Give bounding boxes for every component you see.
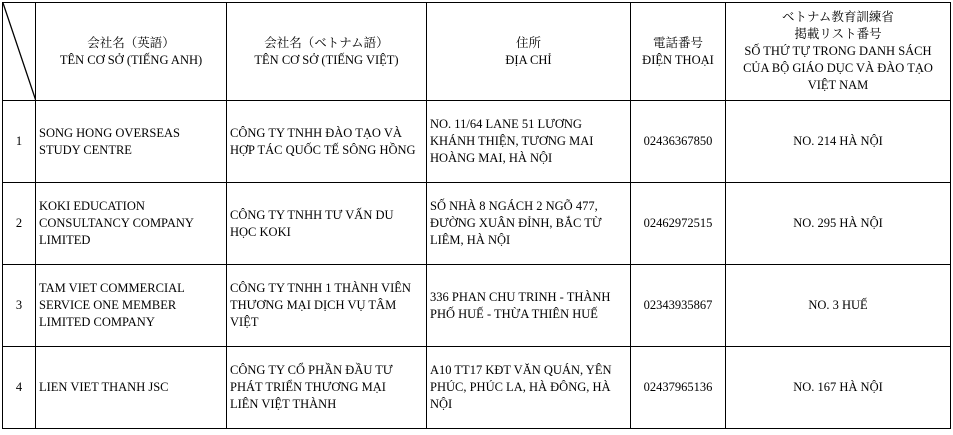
phone-cell: 02437965136 bbox=[631, 347, 726, 429]
school-list-table bbox=[2, 2, 951, 429]
phone-cell: 02343935867 bbox=[631, 265, 726, 347]
header-vietnamese-name: 会社名（ベトナム語） TÊN CƠ SỞ (TIẾNG VIỆT) bbox=[227, 3, 427, 101]
phone-cell: 02462972515 bbox=[631, 183, 726, 265]
row-number: 4 bbox=[3, 347, 36, 429]
table-row bbox=[3, 183, 951, 265]
corner-cell bbox=[3, 3, 36, 101]
row-number: 1 bbox=[3, 101, 36, 183]
table-row bbox=[3, 265, 951, 347]
list-number-cell: NO. 167 HÀ NỘI bbox=[726, 347, 951, 429]
list-number-cell: NO. 214 HÀ NỘI bbox=[726, 101, 951, 183]
row-number: 3 bbox=[3, 265, 36, 347]
row-number: 2 bbox=[3, 183, 36, 265]
vietnamese-name-cell: CÔNG TY CỔ PHẦN ĐẦU TƯ PHÁT TRIỂN THƯƠNG MẠI LIÊN VIỆT THÀNH bbox=[227, 347, 427, 429]
address-cell: NO. 11/64 LANE 51 LƯƠNG KHÁNH THIỆN, TƯƠNG MAI HOÀNG MAI, HÀ NỘI bbox=[427, 101, 631, 183]
address-cell: SỐ NHÀ 8 NGÁCH 2 NGÕ 477, ĐƯỜNG XUÂN ĐỈNH, BẮC TỪ LIÊM, HÀ NỘI bbox=[427, 183, 631, 265]
english-name-cell: SONG HONG OVERSEAS STUDY CENTRE bbox=[36, 101, 227, 183]
header-row bbox=[3, 3, 951, 101]
header-list-number: ベトナム教育訓練省 掲載リスト番号 SỐ THỨ TỰ TRONG DANH SÁCH CỦA BỘ GIÁO DỤC VÀ ĐÀO TẠO VIỆT NAM bbox=[726, 3, 951, 101]
list-number-cell: NO. 295 HÀ NỘI bbox=[726, 183, 951, 265]
header-address: 住所 ĐỊA CHỈ bbox=[427, 3, 631, 101]
table-row bbox=[3, 347, 951, 429]
vietnamese-name-cell: CÔNG TY TNHH ĐÀO TẠO VÀ HỢP TÁC QUỐC TẾ SÔNG HỒNG bbox=[227, 101, 427, 183]
header-phone: 電話番号 ĐIỆN THOẠI bbox=[631, 3, 726, 101]
vietnamese-name-cell: CÔNG TY TNHH 1 THÀNH VIÊN THƯƠNG MẠI DỊCH VỤ TÂM VIỆT bbox=[227, 265, 427, 347]
table-row bbox=[3, 101, 951, 183]
vietnamese-name-cell: CÔNG TY TNHH TƯ VẤN DU HỌC KOKI bbox=[227, 183, 427, 265]
address-cell: 336 PHAN CHU TRINH - THÀNH PHỐ HUẾ - THỪA THIÊN HUẾ bbox=[427, 265, 631, 347]
list-number-cell: NO. 3 HUẾ bbox=[726, 265, 951, 347]
english-name-cell: KOKI EDUCATION CONSULTANCY COMPANY LIMITED bbox=[36, 183, 227, 265]
english-name-cell: LIEN VIET THANH JSC bbox=[36, 347, 227, 429]
header-english-name: 会社名（英語） TÊN CƠ SỞ (TIẾNG ANH) bbox=[36, 3, 227, 101]
english-name-cell: TAM VIET COMMERCIAL SERVICE ONE MEMBER LIMITED COMPANY bbox=[36, 265, 227, 347]
diagonal-line bbox=[3, 3, 36, 101]
address-cell: A10 TT17 KĐT VĂN QUÁN, YÊN PHÚC, PHÚC LA, HÀ ĐÔNG, HÀ NỘI bbox=[427, 347, 631, 429]
phone-cell: 02436367850 bbox=[631, 101, 726, 183]
